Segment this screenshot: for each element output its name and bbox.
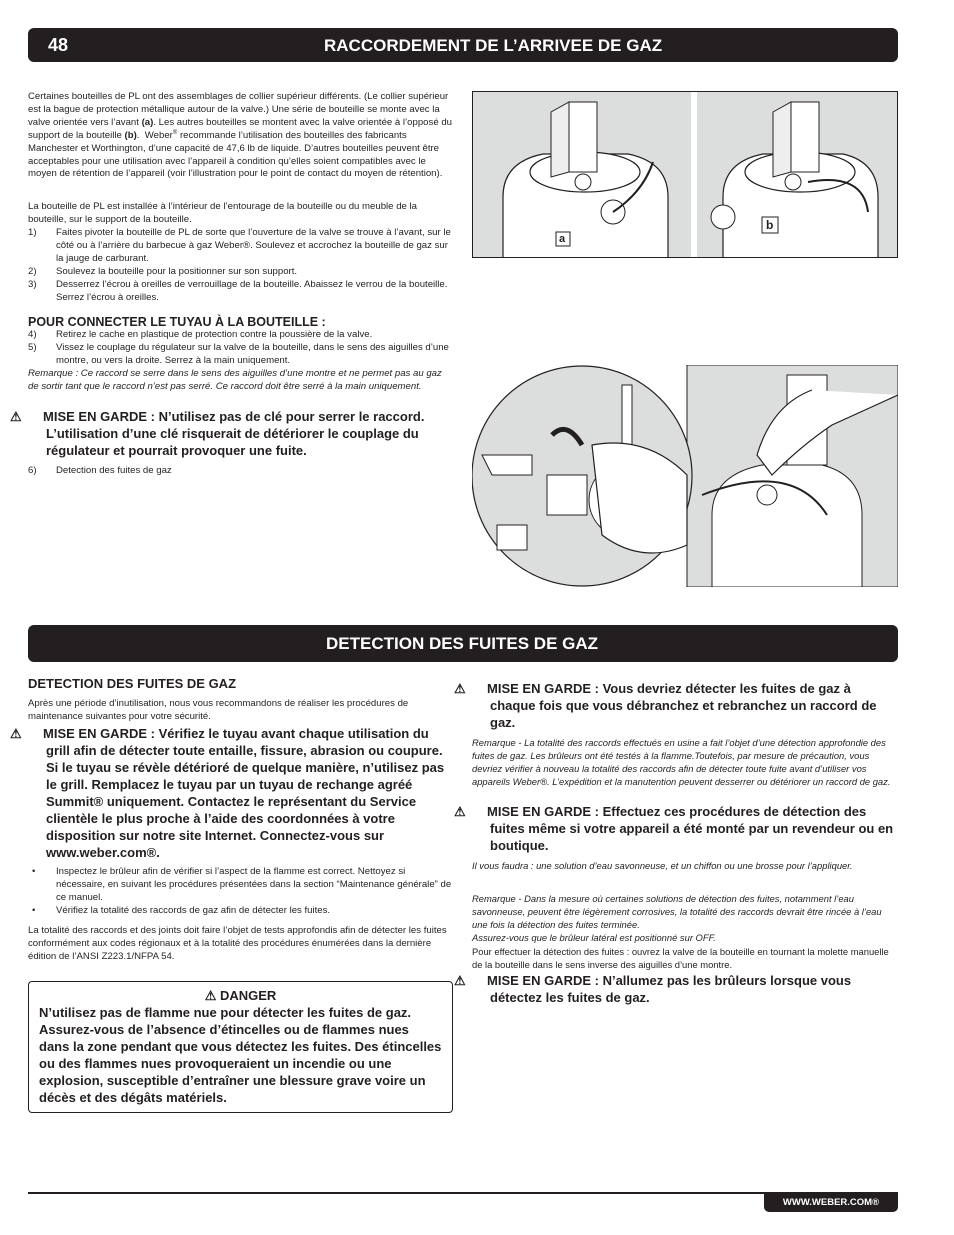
bullet-list bbox=[28, 866, 452, 918]
list-item: • Vérifiez la totalité des raccords de gaz afin de détecter les fuites. bbox=[28, 905, 452, 918]
list-item bbox=[28, 342, 452, 368]
step-text: Vissez le couplage du régulateur sur la valve de la bouteille, dans le sens des aiguilles d’une montre, ou vers la droite. Serrez à la main uniquement. bbox=[56, 341, 449, 366]
cylinder-figure-ab bbox=[472, 91, 898, 258]
list-item bbox=[28, 227, 452, 266]
supplies-remark: Il vous faudra : une solution d’eau savonneuse, et un chiffon ou une brosse pour l’appliquer. bbox=[472, 860, 853, 871]
step-number: 3) bbox=[28, 278, 37, 290]
section-title: RACCORDEMENT DE L’ARRIVEE DE GAZ bbox=[324, 36, 663, 55]
warning-wrench bbox=[10, 408, 452, 459]
step-number: 6) bbox=[28, 465, 37, 476]
step-number: 5) bbox=[28, 341, 37, 353]
regulator-illustration bbox=[472, 365, 898, 587]
warning-triangle-icon: ⚠ bbox=[454, 973, 466, 988]
list-item: • Inspectez le brûleur afin de vérifier si l’aspect de la flamme est correct. Nettoyez si nécessaire, en suivant les procédures présentées dans la section “Maintenance générale” de ce manuel. bbox=[28, 866, 452, 905]
leak-detection-heading: DETECTION DES FUITES DE GAZ bbox=[28, 676, 237, 691]
intro-paragraph-2: La bouteille de PL est installée à l’intérieur de l’entourage de la bouteille ou du meuble de la bouteille, sur le support de la bouteille. bbox=[28, 201, 417, 225]
warning-text: MISE EN GARDE : N’utilisez pas de clé pour serrer le raccord. L’utilisation d’une clé risquerait de détériorer le couplage du régulateur et pourrait provoquer une fuite. bbox=[43, 409, 425, 458]
step-number: 1) bbox=[28, 227, 37, 238]
warning-triangle-icon: ⚠ bbox=[10, 726, 22, 741]
label-a: a bbox=[559, 233, 566, 245]
warning-triangle-icon: ⚠ bbox=[10, 409, 22, 424]
warning-triangle-icon: ⚠ bbox=[204, 988, 220, 1003]
warning-text: MISE EN GARDE : N’allumez pas les brûleurs lorsque vous détectez les fuites de gaz. bbox=[487, 973, 852, 1005]
standards-paragraph: La totalité des raccords et des joints doit faire l’objet de tests approfondis afin de détecter les fuites conformément aux codes régionaux et à la totalité des procédures énumérées dans la dernière édition de l’ANSI Z223.1/NFPA 54. bbox=[28, 925, 447, 962]
step-number: 4) bbox=[28, 329, 37, 340]
warning-text: MISE EN GARDE : Effectuez ces procédures de détection des fuites même si votre appareil a été monté par un revendeur ou en boutique. bbox=[487, 804, 894, 853]
factory-remark: Remarque - La totalité des raccords effectués en usine a fait l’objet d’une détection approfondie des fuites de gaz. Les brûleurs ont été testés à la flamme.Toutefois, par mesure de précaution, vous devriez vérifier à nouveau la totalité des raccords afin de détecter toute fuite avant d’utiliser vos appareils Weber®. L’expédition et la manutention peuvent desserrer ou détériorer un raccord de gaz. bbox=[472, 737, 891, 787]
section-title-2: DETECTION DES FUITES DE GAZ bbox=[326, 634, 599, 653]
intro-paragraph-1: Certaines bouteilles de PL ont des assemblages de collier supérieur différents. (Le collier supérieur est la bague de protection métallique autour de la valve.) Une série de bouteille se monte avec la valve orientée vers l’avant (a). Les autres bouteilles se montent avec la valve orientée à l’opposé du support de la bouteille (b). Weber® recommande l’utilisation des bouteilles des fabricants Manchester et Worthington, d’une capacité de 47,6 lb de liquide. D’autres bouteilles peuvent être acceptables pour une utilisation avec l’appareil à condition qu’elles soient compatibles avec le moyen de rétention de l’appareil (voir l’illustration pour le point de contact du moyen de rétention). bbox=[28, 91, 452, 180]
valve-paragraph: Pour effectuer la détection des fuites : ouvrez la valve de la bouteille en tournant la molette manuelle de la bouteille dans le sens inverse des aiguilles d’une montre. bbox=[472, 946, 889, 970]
warning-triangle-icon: ⚠ bbox=[454, 681, 466, 696]
steps-list-2 bbox=[28, 329, 452, 394]
warning-reconnect bbox=[454, 680, 898, 731]
step-number: 2) bbox=[28, 265, 37, 277]
list-item bbox=[28, 465, 452, 478]
list-item bbox=[28, 329, 452, 342]
corrosion-remark bbox=[472, 893, 898, 945]
danger-heading bbox=[39, 988, 442, 1004]
step-text: Desserrez l’écrou à oreilles de verrouillage de la bouteille. Abaissez le verrou de la bouteille. Serrez l’écrou à oreilles. bbox=[56, 278, 448, 303]
step-text: Faites pivoter la bouteille de PL de sorte que l’ouverture de la valve se trouve à l’avant, sur le côté ou à l’arrière du barbecue à gaz Weber®. Soulevez et accrochez la bouteille de gaz sur la jauge de carburant. bbox=[56, 227, 451, 264]
cylinder-illustration bbox=[473, 92, 898, 258]
step-text: Soulevez la bouteille pour la positionner sur son support. bbox=[56, 265, 298, 277]
warning-text: MISE EN GARDE : Vous devriez détecter les fuites de gaz à chaque fois que vous débranchez et rebranchez un raccord de gaz. bbox=[487, 681, 877, 730]
danger-box bbox=[28, 981, 453, 1113]
section-header-bar bbox=[28, 28, 898, 62]
leak-intro-paragraph: Après une période d’inutilisation, nous vous recommandons de réaliser les procédures de maintenance suivantes pour votre sécurité. bbox=[28, 698, 409, 722]
warning-text: MISE EN GARDE : Vérifiez le tuyau avant chaque utilisation du grill afin de détecter toute entaille, fissure, abrasion ou coupure. Si le tuyau se révèle détérioré de quelque manière, n’utilisez pas le grill. Remplacez le tuyau par un tuyau de rechange agréé Summit® uniquement. Contactez le représentant du Service clientèle le plus proche à l’aide des coordonnées à votre disposition sur notre site Internet. Connectez-vous sur www.weber.com®. bbox=[43, 726, 445, 860]
remark-text: Remarque : Ce raccord se serre dans le sens des aiguilles d’une montre et ne permet pas au gaz de sortir tant que le raccord n’est pas serré. Ce raccord doit être serré à la main uniquement. bbox=[28, 367, 442, 392]
label-b: b bbox=[766, 218, 774, 232]
list-item bbox=[28, 279, 452, 305]
steps-list bbox=[28, 227, 452, 304]
connect-hose-heading: POUR CONNECTER LE TUYAU À LA BOUTEILLE : bbox=[28, 315, 326, 329]
warning-triangle-icon: ⚠ bbox=[454, 804, 466, 819]
footer-url: WWW.WEBER.COM® bbox=[764, 1194, 898, 1212]
step-text: Retirez le cache en plastique de protection contre la poussière de la valve. bbox=[56, 329, 373, 340]
page-number: 48 bbox=[48, 35, 69, 55]
danger-title: DANGER bbox=[219, 988, 277, 1003]
warning-hose bbox=[10, 725, 452, 861]
warning-dealer bbox=[454, 803, 898, 854]
list-item bbox=[28, 266, 452, 279]
side-burner-remark: Assurez-vous que le brûleur latéral est positionné sur OFF. bbox=[472, 931, 716, 943]
regulator-figure bbox=[472, 365, 898, 587]
step-text: Detection des fuites de gaz bbox=[56, 465, 172, 476]
warning-burners bbox=[454, 972, 898, 1006]
danger-body: N’utilisez pas de flamme nue pour détecter les fuites de gaz. Assurez-vous de l’absence d’étincelles ou de flammes nues dans la zone pendant que vous détectez les fuites. Des étincelles ou des flammes nues provoqueraient un incendie ou une explosion, susceptible d’entraîner une blessure grave voire un décès et des dégâts matériels. bbox=[39, 1005, 442, 1105]
corrosion-text: Remarque - Dans la mesure où certaines solutions de détection des fuites, notamment l’eau savonneuse, peuvent être légèrement corrosives, la totalité des raccords devrait être rincée à l’eau une fois la détection des fuites terminée. bbox=[472, 893, 882, 930]
section-header-bar-2 bbox=[28, 625, 898, 662]
